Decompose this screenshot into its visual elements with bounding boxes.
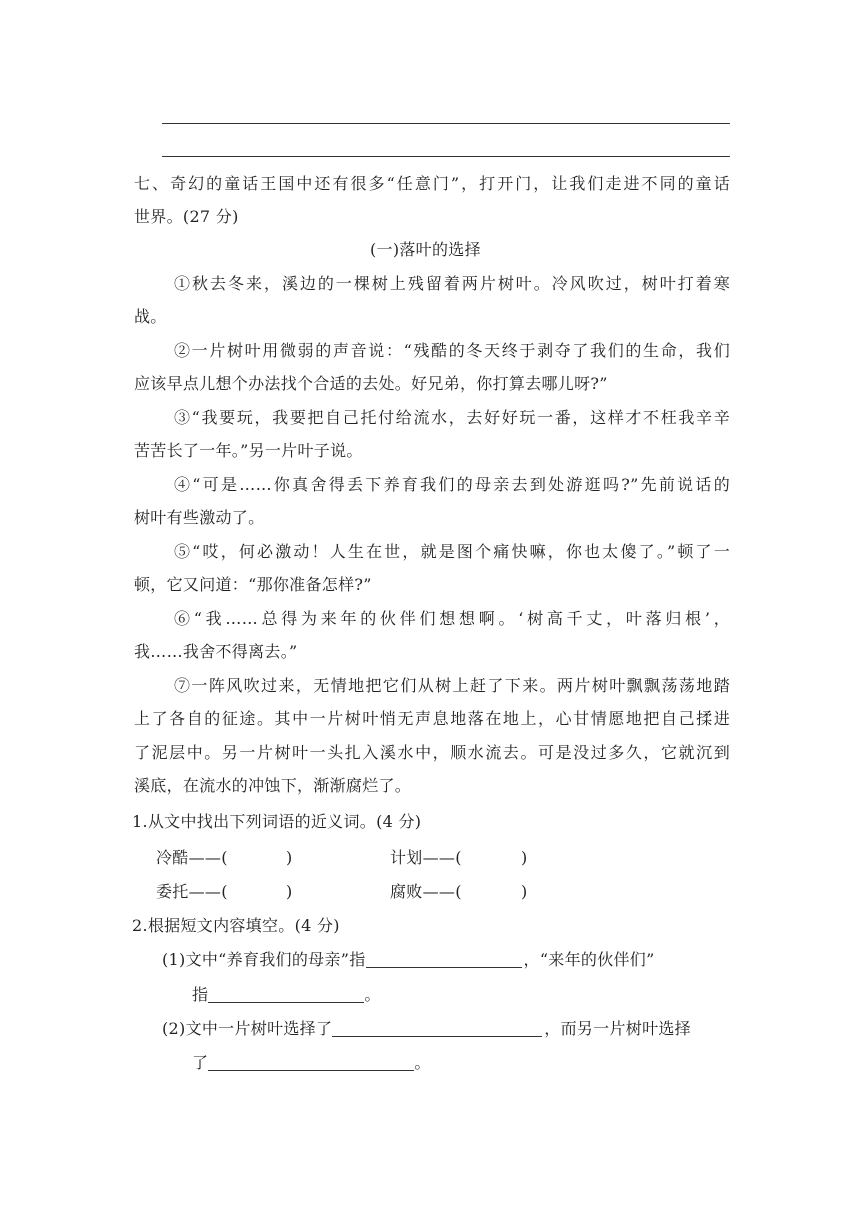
paragraph-line: ⑥“我……总得为来年的伙伴们想想啊。‘树高千丈，叶落归根’， [174,609,730,628]
fill-prompt: ，而另一片树叶选择 [544,1019,691,1038]
fill-prompt: ，“来年的伙伴们” [523,950,655,969]
fill-blank[interactable] [208,1054,414,1071]
paragraph-line: ④“可是……你真舍得丢下养育我们的母亲去到处游逛吗?”先前说话的 [174,475,730,494]
synonym-item: 腐败——( [390,882,462,901]
paragraph-line: ③“我要玩，我要把自己托付给流水，去好好玩一番，这样才不枉我辛辛 [174,408,730,427]
fill-prompt: 了 [192,1053,209,1072]
paragraph-line: 溪底，在流水的冲蚀下，渐渐腐烂了。 [134,776,412,795]
paragraph-line: 顿，它又问道：“那你准备怎样?” [134,575,372,594]
fill-punct: 。 [414,1053,431,1072]
fill-blank[interactable] [332,1020,542,1037]
synonym-close-paren: ) [286,848,293,867]
story-title: (一)落叶的选择 [370,240,481,259]
question-2-part-1 [162,950,655,970]
paragraph-line: 上了各自的征途。其中一片树叶悄无声息地落在地上，心甘情愿地把自己揉进 [134,709,730,728]
section-heading: 七、奇幻的童话王国中还有很多“任意门”，打开门，让我们走进不同的童话 [134,174,730,193]
paragraph-line: ⑦一阵风吹过来，无情地把它们从树上赶了下来。两片树叶飘飘荡荡地踏 [174,676,730,695]
paragraph-line: ⑤“哎，何必激动！人生在世，就是图个痛快嘛，你也太傻了。”顿了一 [174,542,730,561]
synonym-close-paren: ) [521,848,528,867]
answer-line[interactable] [162,123,730,124]
question-1-prompt: 1.从文中找出下列词语的近义词。(4 分) [132,812,422,831]
paragraph-line: 我……我舍不得离去。” [134,642,298,661]
fill-prompt: (1)文中“养育我们的母亲”指 [162,950,366,969]
synonym-close-paren: ) [521,882,528,901]
synonym-close-paren: ) [286,882,293,901]
fill-prompt: (2)文中一片树叶选择了 [162,1019,333,1038]
question-2-part-1-cont [192,985,381,1005]
paragraph-line: 了泥层中。另一片树叶一头扎入溪水中，顺水流去。可是没过多久，它就沉到 [134,743,730,762]
question-2-part-2 [162,1019,691,1039]
paragraph-line: ②一片树叶用微弱的声音说：“残酷的冬天终于剥夺了我们的生命，我们 [174,341,730,360]
fill-blank[interactable] [208,986,364,1003]
question-2-prompt: 2.根据短文内容填空。(4 分) [132,916,340,935]
synonym-item: 计划——( [390,848,462,867]
section-heading-cont: 世界。(27 分) [134,207,239,226]
paragraph-line: 苦苦长了一年。”另一片叶子说。 [134,441,363,460]
paragraph-line: 树叶有些激动了。 [134,508,265,527]
synonym-item: 冷酷——( [156,848,228,867]
paragraph-line: 应该早点儿想个办法找个合适的去处。好兄弟，你打算去哪儿呀?” [134,374,608,393]
synonym-item: 委托——( [156,882,228,901]
fill-punct: 。 [364,985,381,1004]
answer-line[interactable] [162,156,730,157]
paragraph-line: ①秋去冬来，溪边的一棵树上残留着两片树叶。冷风吹过，树叶打着寒 [174,274,730,293]
paragraph-line: 战。 [134,307,167,326]
fill-blank[interactable] [366,951,522,968]
fill-prompt: 指 [192,985,209,1004]
question-2-part-2-cont [192,1053,431,1073]
